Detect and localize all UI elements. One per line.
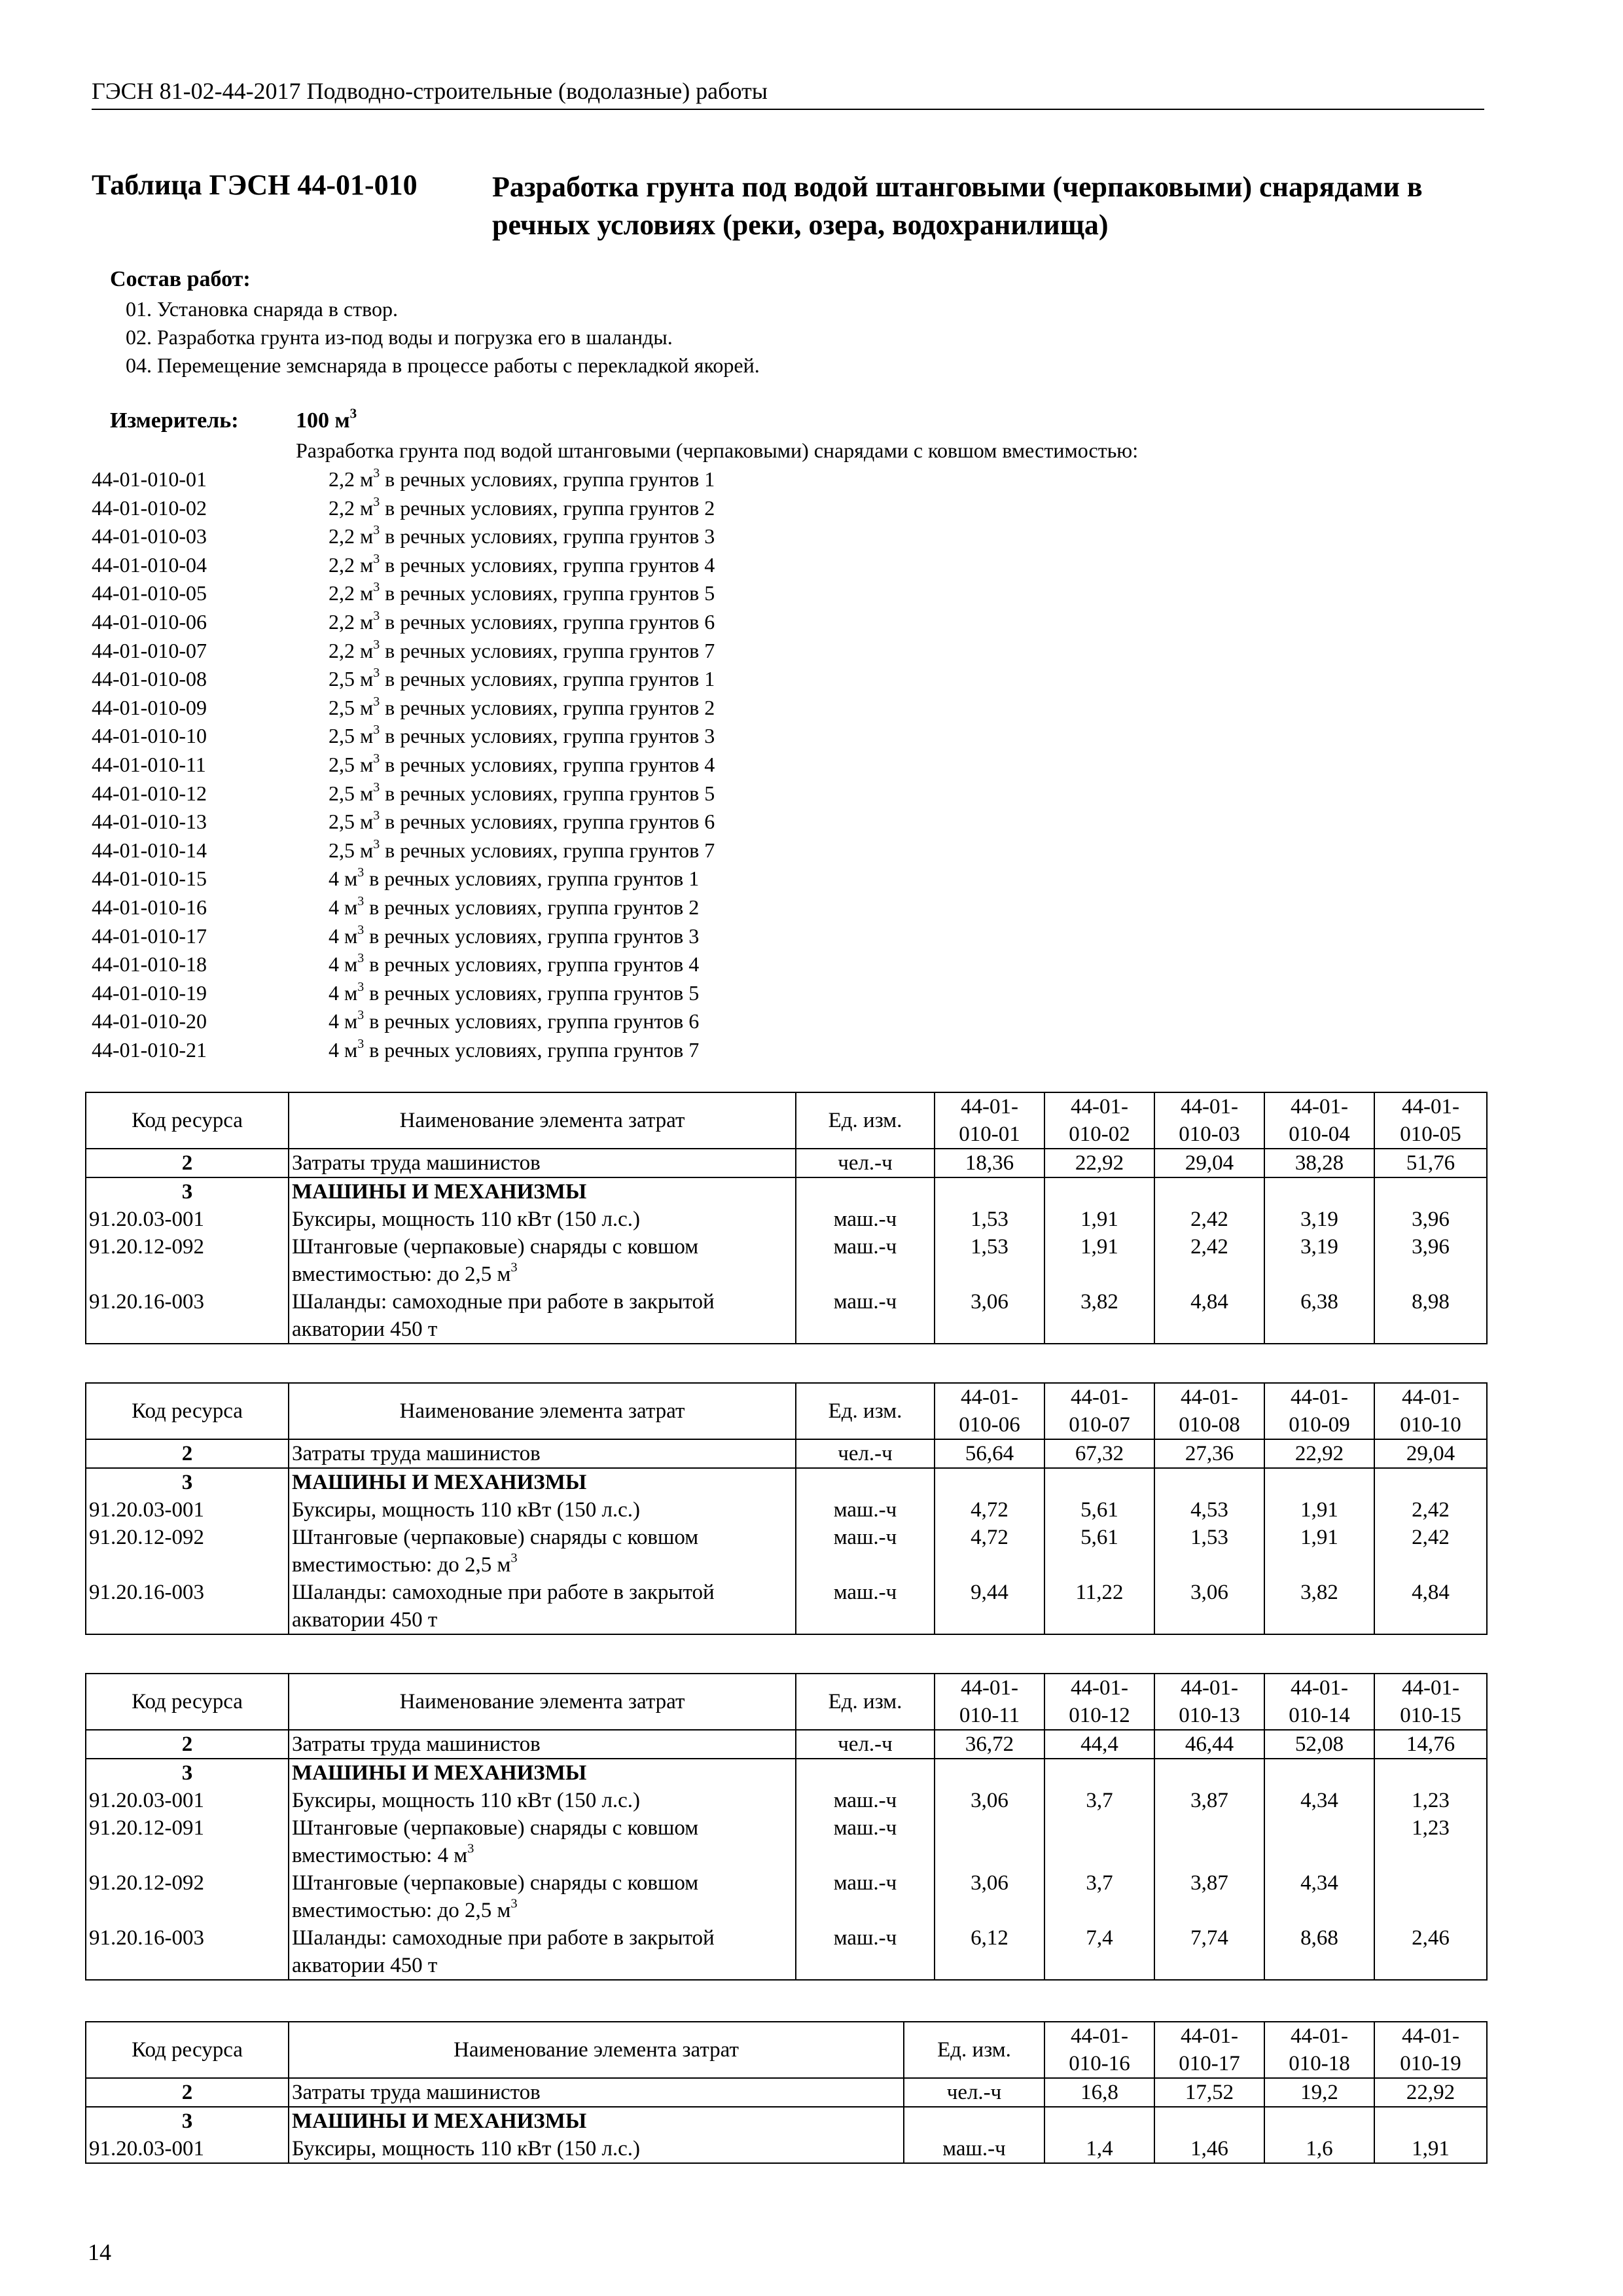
items-subtitle: Разработка грунта под водой штанговыми (черпаковыми) снарядами с ковшом вместимостью: bbox=[296, 439, 1139, 462]
cell-value: 36,72 bbox=[935, 1730, 1044, 1759]
composition-item: 01. Установка снаряда в створ. bbox=[126, 297, 399, 321]
cell-unit: маш.-ч bbox=[796, 1524, 935, 1579]
meter-label: Измеритель: bbox=[110, 408, 239, 433]
cell-value: 11,22 bbox=[1044, 1579, 1154, 1634]
cell-code: 3 bbox=[86, 1468, 289, 1496]
cell-value: 7,74 bbox=[1154, 1924, 1264, 1980]
item-description: 4 $м^3$ в речных условиях, группа грунтов 3 bbox=[329, 923, 700, 948]
cell-unit: маш.-ч bbox=[904, 2135, 1044, 2163]
cell-value bbox=[1374, 1468, 1487, 1496]
header-norm-code: 44-01- 010-10 bbox=[1374, 1383, 1487, 1439]
cell-value: 5,61 bbox=[1044, 1524, 1154, 1579]
cell-name: МАШИНЫ И МЕХАНИЗМЫ bbox=[289, 2107, 904, 2135]
cell-unit bbox=[796, 1468, 935, 1496]
cell-value: 8,98 bbox=[1374, 1288, 1487, 1344]
cell-unit: маш.-ч bbox=[796, 1233, 935, 1288]
item-description: 4 $м^3$ в речных условиях, группа грунтов 1 bbox=[329, 865, 700, 890]
cell-value: 16,8 bbox=[1044, 2078, 1154, 2107]
header-code: Код ресурса bbox=[86, 1092, 289, 1149]
cell-value: 3,87 bbox=[1154, 1787, 1264, 1814]
cell-unit: маш.-ч bbox=[796, 1869, 935, 1924]
cell-code: 2 bbox=[86, 1149, 289, 1177]
cell-value: 4,72 bbox=[935, 1524, 1044, 1579]
cell-unit: маш.-ч bbox=[796, 1288, 935, 1344]
composition-item: 04. Перемещение земснаряда в процессе работы с перекладкой якорей. bbox=[126, 353, 760, 377]
header-norm-code: 44-01- 010-07 bbox=[1044, 1383, 1154, 1439]
cell-value: 46,44 bbox=[1154, 1730, 1264, 1759]
item-description: 2,5 $м^3$ в речных условиях, группа грунтов 2 bbox=[329, 694, 715, 719]
item-description: 2,5 $м^3$ в речных условиях, группа грунтов 7 bbox=[329, 837, 715, 862]
item-code: 44-01-010-01 bbox=[92, 467, 207, 491]
item-code: 44-01-010-05 bbox=[92, 581, 207, 605]
cell-value: 5,61 bbox=[1044, 1496, 1154, 1524]
cell-name: Штанговые (черпаковые) снаряды с ковшом вместимостью: до 2,5 $м^3$ bbox=[289, 1524, 796, 1579]
item-description: 2,5 $м^3$ в речных условиях, группа грунтов 4 bbox=[329, 751, 715, 776]
cell-value bbox=[1374, 2107, 1487, 2135]
cell-name: Буксиры, мощность 110 кВт (150 л.с.) bbox=[289, 1787, 796, 1814]
cell-value: 14,76 bbox=[1374, 1730, 1487, 1759]
item-code: 44-01-010-06 bbox=[92, 610, 207, 634]
header-norm-code: 44-01- 010-16 bbox=[1044, 2022, 1154, 2078]
cell-value: 4,72 bbox=[935, 1496, 1044, 1524]
cell-unit: чел.-ч bbox=[904, 2078, 1044, 2107]
table-row bbox=[86, 1288, 1487, 1344]
cell-value: 9,44 bbox=[935, 1579, 1044, 1634]
cell-value: 3,87 bbox=[1154, 1869, 1264, 1924]
table-row bbox=[86, 1869, 1487, 1924]
cell-value: 1,91 bbox=[1374, 2135, 1487, 2163]
cell-name: Затраты труда машинистов bbox=[289, 1730, 796, 1759]
table-header-row bbox=[86, 1674, 1487, 1730]
table-row bbox=[86, 1468, 1487, 1496]
item-description: 4 $м^3$ в речных условиях, группа грунтов 4 bbox=[329, 951, 700, 976]
cell-value: 1,23 bbox=[1374, 1814, 1487, 1869]
item-code: 44-01-010-11 bbox=[92, 753, 206, 776]
item-description: 2,2 $м^3$ в речных условиях, группа грунтов 2 bbox=[329, 495, 715, 520]
cell-value: 3,82 bbox=[1264, 1579, 1374, 1634]
cell-value bbox=[1154, 1759, 1264, 1787]
cell-code: 91.20.12-092 bbox=[86, 1524, 289, 1579]
cell-value: 3,06 bbox=[935, 1869, 1044, 1924]
table-label: Таблица ГЭСН 44-01-010 bbox=[92, 169, 418, 201]
cell-value: 22,92 bbox=[1044, 1149, 1154, 1177]
cell-code: 91.20.03-001 bbox=[86, 1206, 289, 1233]
item-description: 2,5 $м^3$ в речных условиях, группа грунтов 3 bbox=[329, 723, 715, 747]
cell-value: 1,91 bbox=[1044, 1206, 1154, 1233]
cell-value bbox=[1154, 1468, 1264, 1496]
header-norm-code: 44-01- 010-08 bbox=[1154, 1383, 1264, 1439]
table-row bbox=[86, 2078, 1487, 2107]
header-norm-code: 44-01- 010-13 bbox=[1154, 1674, 1264, 1730]
header-norm-code: 44-01- 010-06 bbox=[935, 1383, 1044, 1439]
cell-value: 1,53 bbox=[935, 1233, 1044, 1288]
table-row bbox=[86, 1759, 1487, 1787]
item-description: 2,2 $м^3$ в речных условиях, группа грунтов 5 bbox=[329, 580, 715, 605]
cell-value: 44,4 bbox=[1044, 1730, 1154, 1759]
cell-value bbox=[1154, 2107, 1264, 2135]
cell-code: 91.20.12-091 bbox=[86, 1814, 289, 1869]
item-description: 4 $м^3$ в речных условиях, группа грунтов 2 bbox=[329, 894, 700, 919]
item-description: 2,5 $м^3$ в речных условиях, группа грунтов 6 bbox=[329, 808, 715, 833]
cell-name: Буксиры, мощность 110 кВт (150 л.с.) bbox=[289, 2135, 904, 2163]
item-code: 44-01-010-19 bbox=[92, 981, 207, 1005]
cell-name: Шаланды: самоходные при работе в закрытой акватории 450 т bbox=[289, 1579, 796, 1634]
cell-value: 1,91 bbox=[1044, 1233, 1154, 1288]
header-norm-code: 44-01- 010-02 bbox=[1044, 1092, 1154, 1149]
cell-value: 38,28 bbox=[1264, 1149, 1374, 1177]
cell-value: 6,12 bbox=[935, 1924, 1044, 1980]
cell-value: 4,53 bbox=[1154, 1496, 1264, 1524]
cell-value: 3,19 bbox=[1264, 1206, 1374, 1233]
cell-value: 18,36 bbox=[935, 1149, 1044, 1177]
cell-value bbox=[935, 1814, 1044, 1869]
table-title: Разработка грунта под водой штанговыми (черпаковыми) снарядами в речных условиях (реки, озера, водохранилища) bbox=[492, 171, 1423, 241]
cell-unit: чел.-ч bbox=[796, 1149, 935, 1177]
cell-name: Шаланды: самоходные при работе в закрытой акватории 450 т bbox=[289, 1924, 796, 1980]
header-rule bbox=[92, 109, 1484, 110]
cell-unit bbox=[796, 1177, 935, 1206]
header-name: Наименование элемента затрат bbox=[289, 1674, 796, 1730]
item-description: 2,2 $м^3$ в речных условиях, группа грунтов 3 bbox=[329, 523, 715, 548]
header-norm-code: 44-01- 010-05 bbox=[1374, 1092, 1487, 1149]
cell-value: 17,52 bbox=[1154, 2078, 1264, 2107]
item-description: 2,2 $м^3$ в речных условиях, группа грунтов 4 bbox=[329, 552, 715, 577]
table-header-row bbox=[86, 1383, 1487, 1439]
cell-name: МАШИНЫ И МЕХАНИЗМЫ bbox=[289, 1759, 796, 1787]
cell-value: 1,6 bbox=[1264, 2135, 1374, 2163]
cell-name: Штанговые (черпаковые) снаряды с ковшом вместимостью: до 2,5 $м^3$ bbox=[289, 1869, 796, 1924]
cell-code: 3 bbox=[86, 2107, 289, 2135]
cell-name: Затраты труда машинистов bbox=[289, 2078, 904, 2107]
table-row bbox=[86, 1730, 1487, 1759]
cell-value bbox=[1374, 1869, 1487, 1924]
cell-name: Затраты труда машинистов bbox=[289, 1149, 796, 1177]
table-row bbox=[86, 1177, 1487, 1206]
item-code: 44-01-010-09 bbox=[92, 696, 207, 719]
cell-value: 1,4 bbox=[1044, 2135, 1154, 2163]
item-code: 44-01-010-17 bbox=[92, 924, 207, 948]
header-unit: Ед. изм. bbox=[904, 2022, 1044, 2078]
cell-unit: чел.-ч bbox=[796, 1439, 935, 1468]
header-norm-code: 44-01- 010-14 bbox=[1264, 1674, 1374, 1730]
header-code: Код ресурса bbox=[86, 2022, 289, 2078]
cell-value: 56,64 bbox=[935, 1439, 1044, 1468]
header-norm-code: 44-01- 010-19 bbox=[1374, 2022, 1487, 2078]
table-row bbox=[86, 1149, 1487, 1177]
cell-code: 3 bbox=[86, 1177, 289, 1206]
cell-value bbox=[1044, 1814, 1154, 1869]
item-code: 44-01-010-02 bbox=[92, 496, 207, 520]
header-code: Код ресурса bbox=[86, 1674, 289, 1730]
item-description: 4 $м^3$ в речных условиях, группа грунтов 7 bbox=[329, 1037, 700, 1062]
header-norm-code: 44-01- 010-01 bbox=[935, 1092, 1044, 1149]
page-cut-mask bbox=[85, 2169, 1486, 2171]
cell-unit: чел.-ч bbox=[796, 1730, 935, 1759]
cell-value: 29,04 bbox=[1154, 1149, 1264, 1177]
cell-value: 7,4 bbox=[1044, 1924, 1154, 1980]
cell-name: МАШИНЫ И МЕХАНИЗМЫ bbox=[289, 1177, 796, 1206]
item-code: 44-01-010-08 bbox=[92, 667, 207, 691]
cell-value: 67,32 bbox=[1044, 1439, 1154, 1468]
item-code: 44-01-010-20 bbox=[92, 1009, 207, 1033]
item-description: 2,2 $м^3$ в речных условиях, группа грунтов 1 bbox=[329, 466, 715, 491]
cell-name: Шаланды: самоходные при работе в закрытой акватории 450 т bbox=[289, 1288, 796, 1344]
cell-value bbox=[1044, 1177, 1154, 1206]
item-description: 4 $м^3$ в речных условиях, группа грунтов 6 bbox=[329, 1008, 700, 1033]
cell-value: 4,84 bbox=[1154, 1288, 1264, 1344]
cell-value: 2,46 bbox=[1374, 1924, 1487, 1980]
cell-value bbox=[1264, 1759, 1374, 1787]
running-header: ГЭСН 81-02-44-2017 Подводно-строительные (водолазные) работы bbox=[92, 78, 768, 104]
header-unit: Ед. изм. bbox=[796, 1383, 935, 1439]
cell-value: 2,42 bbox=[1154, 1206, 1264, 1233]
cell-code: 91.20.03-001 bbox=[86, 1787, 289, 1814]
cell-name: Штанговые (черпаковые) снаряды с ковшом вместимостью: 4 $м^3$ bbox=[289, 1814, 796, 1869]
item-code: 44-01-010-18 bbox=[92, 952, 207, 976]
cell-code: 2 bbox=[86, 1439, 289, 1468]
cell-value: 1,53 bbox=[1154, 1524, 1264, 1579]
composition-item: 02. Разработка грунта из-под воды и погрузка его в шаланды. bbox=[126, 325, 673, 349]
cell-unit: маш.-ч bbox=[796, 1787, 935, 1814]
header-norm-code: 44-01- 010-11 bbox=[935, 1674, 1044, 1730]
cell-code: 91.20.12-092 bbox=[86, 1869, 289, 1924]
cell-value: 3,96 bbox=[1374, 1206, 1487, 1233]
cell-value: 3,06 bbox=[935, 1787, 1044, 1814]
resource-table bbox=[85, 1673, 1488, 1981]
page-number: 14 bbox=[88, 2239, 111, 2265]
header-unit: Ед. изм. bbox=[796, 1092, 935, 1149]
cell-value: 1,91 bbox=[1264, 1496, 1374, 1524]
cell-value: 19,2 bbox=[1264, 2078, 1374, 2107]
cell-code: 2 bbox=[86, 1730, 289, 1759]
cell-unit: маш.-ч bbox=[796, 1206, 935, 1233]
cell-value bbox=[1044, 2107, 1154, 2135]
cell-code: 91.20.03-001 bbox=[86, 1496, 289, 1524]
cell-code: 91.20.03-001 bbox=[86, 2135, 289, 2163]
cell-value: 51,76 bbox=[1374, 1149, 1487, 1177]
header-code: Код ресурса bbox=[86, 1383, 289, 1439]
item-code: 44-01-010-14 bbox=[92, 838, 207, 862]
cell-code: 3 bbox=[86, 1759, 289, 1787]
cell-value: 29,04 bbox=[1374, 1439, 1487, 1468]
item-description: 2,5 $м^3$ в речных условиях, группа грунтов 1 bbox=[329, 666, 715, 691]
header-name: Наименование элемента затрат bbox=[289, 1383, 796, 1439]
cell-value: 4,34 bbox=[1264, 1869, 1374, 1924]
header-norm-code: 44-01- 010-04 bbox=[1264, 1092, 1374, 1149]
cell-name: Буксиры, мощность 110 кВт (150 л.с.) bbox=[289, 1496, 796, 1524]
header-norm-code: 44-01- 010-12 bbox=[1044, 1674, 1154, 1730]
cell-value bbox=[1154, 1814, 1264, 1869]
cell-value: 4,34 bbox=[1264, 1787, 1374, 1814]
cell-value: 8,68 bbox=[1264, 1924, 1374, 1980]
cell-value bbox=[1374, 1177, 1487, 1206]
cell-value: 3,06 bbox=[1154, 1579, 1264, 1634]
item-code: 44-01-010-04 bbox=[92, 553, 207, 577]
cell-value: 4,84 bbox=[1374, 1579, 1487, 1634]
item-code: 44-01-010-03 bbox=[92, 524, 207, 548]
item-code: 44-01-010-16 bbox=[92, 895, 207, 919]
cell-unit bbox=[904, 2107, 1044, 2135]
header-name: Наименование элемента затрат bbox=[289, 2022, 904, 2078]
cell-value: 3,7 bbox=[1044, 1869, 1154, 1924]
composition-title: Состав работ: bbox=[110, 267, 251, 291]
cell-value: 3,7 bbox=[1044, 1787, 1154, 1814]
cell-value bbox=[1264, 1468, 1374, 1496]
cell-value: 2,42 bbox=[1154, 1233, 1264, 1288]
cell-value: 2,42 bbox=[1374, 1496, 1487, 1524]
cell-value bbox=[935, 1177, 1044, 1206]
cell-value bbox=[1264, 1177, 1374, 1206]
item-description: 4 $м^3$ в речных условиях, группа грунтов 5 bbox=[329, 980, 700, 1005]
cell-value: 3,96 bbox=[1374, 1233, 1487, 1288]
cell-value bbox=[1044, 1468, 1154, 1496]
cell-unit: маш.-ч bbox=[796, 1814, 935, 1869]
item-code: 44-01-010-13 bbox=[92, 810, 207, 833]
cell-value bbox=[1264, 2107, 1374, 2135]
item-code: 44-01-010-15 bbox=[92, 867, 207, 890]
table-row bbox=[86, 2107, 1487, 2135]
cell-value bbox=[1154, 1177, 1264, 1206]
table-row bbox=[86, 1439, 1487, 1468]
table-row bbox=[86, 1206, 1487, 1233]
header-norm-code: 44-01- 010-17 bbox=[1154, 2022, 1264, 2078]
table-row bbox=[86, 1233, 1487, 1288]
cell-value bbox=[1044, 1759, 1154, 1787]
item-code: 44-01-010-07 bbox=[92, 639, 207, 662]
resource-table bbox=[85, 1092, 1488, 1344]
cell-value: 1,23 bbox=[1374, 1787, 1487, 1814]
header-unit: Ед. изм. bbox=[796, 1674, 935, 1730]
cell-unit bbox=[796, 1759, 935, 1787]
cell-value: 3,19 bbox=[1264, 1233, 1374, 1288]
item-description: 2,2 $м^3$ в речных условиях, группа грунтов 7 bbox=[329, 637, 715, 662]
table-row bbox=[86, 1787, 1487, 1814]
table-row bbox=[86, 1924, 1487, 1980]
table-row bbox=[86, 1496, 1487, 1524]
cell-unit: маш.-ч bbox=[796, 1579, 935, 1634]
cell-value: 52,08 bbox=[1264, 1730, 1374, 1759]
item-code: 44-01-010-21 bbox=[92, 1038, 207, 1062]
header-norm-code: 44-01- 010-03 bbox=[1154, 1092, 1264, 1149]
table-row bbox=[86, 1814, 1487, 1869]
cell-value: 1,53 bbox=[935, 1206, 1044, 1233]
resource-table bbox=[85, 2021, 1488, 2164]
meter-value: 100 $м^3$ bbox=[296, 405, 357, 433]
header-norm-code: 44-01- 010-18 bbox=[1264, 2022, 1374, 2078]
cell-value: 3,82 bbox=[1044, 1288, 1154, 1344]
cell-value bbox=[1374, 1759, 1487, 1787]
cell-value: 6,38 bbox=[1264, 1288, 1374, 1344]
cell-value: 22,92 bbox=[1264, 1439, 1374, 1468]
item-code: 44-01-010-10 bbox=[92, 724, 207, 747]
resource-table bbox=[85, 1382, 1488, 1635]
table-row bbox=[86, 2135, 1487, 2163]
cell-value bbox=[935, 1468, 1044, 1496]
cell-code: 91.20.16-003 bbox=[86, 1579, 289, 1634]
cell-value: 3,06 bbox=[935, 1288, 1044, 1344]
cell-code: 91.20.12-092 bbox=[86, 1233, 289, 1288]
cell-name: Штанговые (черпаковые) снаряды с ковшом вместимостью: до 2,5 $м^3$ bbox=[289, 1233, 796, 1288]
cell-unit: маш.-ч bbox=[796, 1924, 935, 1980]
header-norm-code: 44-01- 010-15 bbox=[1374, 1674, 1487, 1730]
table-row bbox=[86, 1579, 1487, 1634]
cell-unit: маш.-ч bbox=[796, 1496, 935, 1524]
item-code: 44-01-010-12 bbox=[92, 781, 207, 805]
cell-name: Буксиры, мощность 110 кВт (150 л.с.) bbox=[289, 1206, 796, 1233]
cell-value: 27,36 bbox=[1154, 1439, 1264, 1468]
header-name: Наименование элемента затрат bbox=[289, 1092, 796, 1149]
cell-value: 22,92 bbox=[1374, 2078, 1487, 2107]
cell-value: 1,91 bbox=[1264, 1524, 1374, 1579]
header-norm-code: 44-01- 010-09 bbox=[1264, 1383, 1374, 1439]
table-header-row bbox=[86, 1092, 1487, 1149]
cell-name: Затраты труда машинистов bbox=[289, 1439, 796, 1468]
cell-value bbox=[935, 1759, 1044, 1787]
cell-value: 1,46 bbox=[1154, 2135, 1264, 2163]
cell-value bbox=[1264, 1814, 1374, 1869]
cell-code: 2 bbox=[86, 2078, 289, 2107]
cell-code: 91.20.16-003 bbox=[86, 1288, 289, 1344]
table-row bbox=[86, 1524, 1487, 1579]
item-description: 2,5 $м^3$ в речных условиях, группа грунтов 5 bbox=[329, 780, 715, 805]
table-header-row bbox=[86, 2022, 1487, 2078]
cell-name: МАШИНЫ И МЕХАНИЗМЫ bbox=[289, 1468, 796, 1496]
cell-value: 2,42 bbox=[1374, 1524, 1487, 1579]
item-description: 2,2 $м^3$ в речных условиях, группа грунтов 6 bbox=[329, 609, 715, 634]
cell-code: 91.20.16-003 bbox=[86, 1924, 289, 1980]
